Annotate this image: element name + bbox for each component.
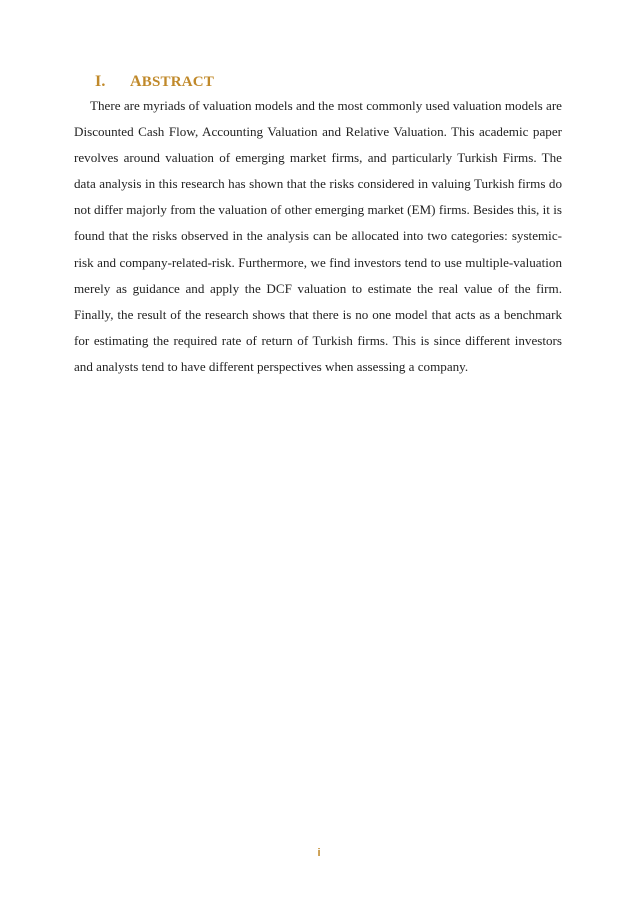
page-number: i bbox=[317, 847, 321, 859]
section-number: I. bbox=[95, 73, 106, 90]
section-title bbox=[130, 74, 214, 90]
section-heading bbox=[95, 73, 214, 91]
section-title-initial: A bbox=[130, 73, 142, 90]
section-title-rest: BSTRACT bbox=[141, 74, 215, 90]
abstract-paragraph: There are myriads of valuation models and the most commonly used valuation models are Discounted Cash Flow, Accounting Valuation and Relative Valuation. This academic paper revolves around valuation of emerging market firms, and particularly Turkish Firms. The data analysis in this research has shown that the risks considered in valuing Turkish firms do not differ majorly from the valuation of other emerging market (EM) firms. Besides this, it is found that the risks observed in the analysis can be allocated into two categories: systemic-risk and company-related-risk. Furthermore, we find investors tend to use multiple-valuation merely as guidance and apply the DCF valuation to estimate the real value of the firm. Finally, the result of the research shows that there is no one model that acts as a benchmark for estimating the required rate of return of Turkish firms. This is since different investors and analysts tend to have different perspectives when assessing a company. bbox=[74, 98, 562, 374]
